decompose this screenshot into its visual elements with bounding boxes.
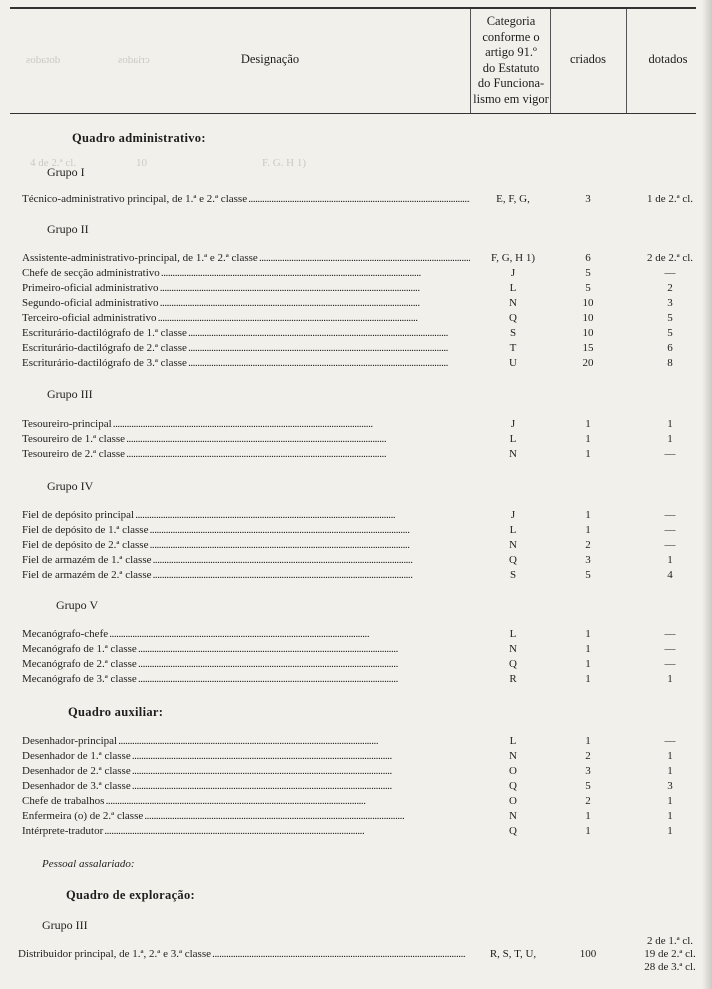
row-designacao: Escriturário-dactilógrafo de 2.ª classe . . .	[22, 341, 470, 356]
row-dotados: 1	[667, 825, 673, 837]
table-row	[0, 809, 712, 824]
row-criados: 5	[585, 267, 591, 279]
table-row	[0, 642, 712, 657]
row-dotados: 3	[667, 297, 673, 309]
column-divider	[626, 9, 627, 113]
row-categoria: U	[509, 357, 517, 369]
row-designacao: Desenhador de 2.ª classe . . .	[22, 764, 470, 779]
table-row	[0, 749, 712, 764]
section-heading-exploracao: Quadro de exploração:	[66, 888, 195, 902]
row-dotados: —	[664, 524, 676, 536]
row-criados: 20	[582, 357, 594, 369]
group-heading: Grupo III	[42, 918, 88, 932]
row-dotados-line: 19 de 2.ª cl.	[644, 948, 696, 960]
row-designacao: Mecanógrafo-chefe . . .	[22, 627, 470, 642]
row-criados: 3	[585, 765, 591, 777]
row-criados: 1	[585, 643, 591, 655]
row-categoria: N	[509, 810, 517, 822]
page-edge-shadow	[702, 0, 712, 989]
header-categoria-line: lismo em vigor	[473, 91, 549, 106]
group-heading: Grupo I	[47, 165, 85, 179]
row-categoria: J	[510, 418, 516, 430]
header-categoria-line: artigo 91.º	[485, 45, 537, 60]
row-dotados: 1	[667, 673, 673, 685]
row-criados: 1	[585, 658, 591, 670]
bleed-through-text: 10	[136, 157, 147, 169]
table-row	[0, 192, 712, 207]
group-heading: Grupo V	[56, 598, 99, 612]
row-criados: 1	[585, 810, 591, 822]
row-criados: 2	[585, 539, 591, 551]
row-categoria: R	[509, 673, 517, 685]
row-categoria: N	[509, 539, 517, 551]
row-categoria: F, G, H 1)	[490, 252, 536, 264]
row-categoria: S	[509, 327, 517, 339]
row-categoria: T	[509, 342, 517, 354]
row-categoria: E, F, G,	[496, 193, 530, 205]
row-categoria: L	[509, 282, 517, 294]
row-criados: 5	[585, 780, 591, 792]
row-designacao: Mecanógrafo de 1.ª classe . . .	[22, 642, 470, 657]
row-designacao: Tesoureiro-principal . . .	[22, 417, 470, 432]
row-criados: 1	[585, 673, 591, 685]
row-designacao: Fiel de armazém de 1.ª classe . . .	[22, 553, 470, 568]
table-row	[0, 779, 712, 794]
row-categoria: N	[509, 448, 517, 460]
row-criados: 5	[585, 282, 591, 294]
row-dotados: 2 de 2.ª cl.	[646, 252, 694, 264]
section-heading-administrativo: Quadro administrativo:	[72, 131, 206, 145]
bleed-through-text: F. G. H 1)	[262, 157, 307, 169]
row-dotados: 3	[667, 780, 673, 792]
row-designacao: Primeiro-oficial administrativo . . .	[22, 281, 470, 296]
group-heading: Grupo III	[47, 387, 93, 401]
row-categoria: N	[509, 297, 517, 309]
row-dotados-line: 28 de 3.ª cl.	[644, 961, 696, 973]
table-row	[0, 326, 712, 341]
row-designacao: Assistente-administrativo-principal, de 1.ª e 2.ª classe . . .	[22, 251, 470, 266]
table-row	[0, 281, 712, 296]
row-designacao: Enfermeira (o) de 2.ª classe . . .	[22, 809, 470, 824]
row-criados: 1	[585, 628, 591, 640]
table-row	[0, 356, 712, 371]
row-categoria: L	[509, 524, 517, 536]
table-row	[0, 568, 712, 583]
row-categoria: J	[510, 509, 516, 521]
row-categoria: N	[509, 750, 517, 762]
row-categoria: L	[509, 433, 517, 445]
table-row	[0, 432, 712, 447]
row-dotados: —	[664, 658, 676, 670]
row-criados: 2	[585, 795, 591, 807]
row-criados: 1	[585, 448, 591, 460]
row-dotados: 5	[667, 312, 673, 324]
row-criados: 10	[582, 297, 594, 309]
row-dotados: —	[664, 509, 676, 521]
row-designacao: Chefe de trabalhos . . .	[22, 794, 470, 809]
row-dotados: 2	[667, 282, 673, 294]
row-designacao: Escriturário-dactilógrafo de 3.ª classe . . .	[22, 356, 470, 371]
table-row	[0, 947, 712, 962]
row-designacao: Chefe de secção administrativo . . .	[22, 266, 470, 281]
row-dotados: 1	[667, 554, 673, 566]
row-criados: 3	[585, 554, 591, 566]
row-designacao: Escriturário-dactilógrafo de 1.ª classe . . .	[22, 326, 470, 341]
table-row	[0, 824, 712, 839]
row-criados: 5	[585, 569, 591, 581]
row-designacao: Desenhador-principal . . .	[22, 734, 470, 749]
row-categoria: Q	[509, 780, 517, 792]
row-dotados: 1	[667, 795, 673, 807]
row-criados: 10	[582, 327, 594, 339]
row-dotados: 1	[667, 418, 673, 430]
table-row	[0, 508, 712, 523]
header-categoria-line: conforme o	[482, 29, 540, 44]
row-designacao: Técnico-administrativo principal, de 1.ª e 2.ª classe . . .	[22, 192, 470, 207]
row-dotados: —	[664, 539, 676, 551]
row-dotados: 4	[667, 569, 673, 581]
row-dotados: —	[664, 643, 676, 655]
row-categoria: O	[509, 765, 517, 777]
row-designacao: Mecanógrafo de 2.ª classe . . .	[22, 657, 470, 672]
row-criados: 15	[582, 342, 594, 354]
table-row	[0, 764, 712, 779]
table-row	[0, 794, 712, 809]
row-categoria: L	[509, 735, 517, 747]
row-categoria: N	[509, 643, 517, 655]
group-heading: Grupo II	[47, 222, 89, 236]
row-criados: 10	[582, 312, 594, 324]
row-criados: 6	[585, 252, 591, 264]
row-designacao: Tesoureiro de 1.ª classe . . .	[22, 432, 470, 447]
section-heading-auxiliar: Quadro auxiliar:	[68, 705, 164, 719]
header-bottom-rule	[10, 113, 696, 114]
row-categoria: S	[509, 569, 517, 581]
row-designacao: Distribuidor principal, de 1.ª, 2.ª e 3.ª classe . . .	[18, 947, 466, 962]
row-categoria: Q	[509, 312, 517, 324]
row-designacao: Fiel de armazém de 2.ª classe . . .	[22, 568, 470, 583]
row-dotados: —	[664, 628, 676, 640]
header-categoria-line: do Funciona-	[477, 76, 545, 91]
table-row	[0, 627, 712, 642]
row-categoria: J	[510, 267, 516, 279]
row-categoria: Q	[509, 554, 517, 566]
header-criados: criados	[569, 52, 607, 66]
row-dotados: 6	[667, 342, 673, 354]
header-categoria	[472, 14, 550, 108]
row-designacao: Fiel de depósito de 1.ª classe . . .	[22, 523, 470, 538]
row-criados: 1	[585, 825, 591, 837]
table-row	[0, 538, 712, 553]
row-designacao: Segundo-oficial administrativo . . .	[22, 296, 470, 311]
row-designacao: Intérprete-tradutor . . .	[22, 824, 470, 839]
row-dotados: —	[664, 448, 676, 460]
row-criados: 1	[585, 418, 591, 430]
row-categoria: O	[509, 795, 517, 807]
row-criados: 2	[585, 750, 591, 762]
row-designacao: Terceiro-oficial administrativo . . .	[22, 311, 470, 326]
row-criados: 1	[585, 509, 591, 521]
row-dotados: 1 de 2.ª cl.	[646, 193, 694, 205]
row-designacao: Desenhador de 3.ª classe . . .	[22, 779, 470, 794]
table-row	[0, 553, 712, 568]
row-categoria: Q	[509, 658, 517, 670]
row-dotados-line: 2 de 1.ª cl.	[646, 935, 694, 947]
row-designacao: Fiel de depósito de 2.ª classe . . .	[22, 538, 470, 553]
bleed-through-text: 4 de 2.ª cl.	[30, 157, 77, 169]
table-row	[0, 296, 712, 311]
table-row	[0, 266, 712, 281]
table-row	[0, 447, 712, 462]
header-categoria-line: do Estatuto	[482, 60, 540, 75]
row-designacao: Mecanógrafo de 3.ª classe . . .	[22, 672, 470, 687]
row-designacao: Desenhador de 1.ª classe . . .	[22, 749, 470, 764]
row-dotados: 1	[667, 433, 673, 445]
subsection-heading-assalariado: Pessoal assalariado:	[42, 858, 135, 870]
row-criados: 100	[579, 948, 597, 960]
row-designacao: Tesoureiro de 2.ª classe . . .	[22, 447, 470, 462]
row-criados: 3	[585, 193, 591, 205]
row-criados: 1	[585, 433, 591, 445]
row-dotados: 1	[667, 810, 673, 822]
row-categoria: Q	[509, 825, 517, 837]
header-dotados: dotados	[648, 52, 688, 66]
row-dotados: 1	[667, 750, 673, 762]
table-row	[0, 734, 712, 749]
header-categoria-line: Categoria	[486, 14, 536, 28]
row-dotados: —	[664, 267, 676, 279]
header-top-rule	[10, 7, 696, 9]
header-designacao: Designação	[240, 52, 300, 66]
group-heading: Grupo IV	[47, 479, 94, 493]
row-categoria: L	[509, 628, 517, 640]
row-dotados: —	[664, 735, 676, 747]
table-row	[0, 417, 712, 432]
bleed-through-text: dotados	[26, 54, 61, 66]
table-row	[0, 523, 712, 538]
table-row	[0, 311, 712, 326]
row-criados: 1	[585, 524, 591, 536]
row-categoria: R, S, T, U,	[489, 948, 537, 960]
row-dotados: 1	[667, 765, 673, 777]
table-row	[0, 341, 712, 356]
table-row	[0, 251, 712, 266]
row-criados: 1	[585, 735, 591, 747]
column-divider	[470, 9, 471, 113]
table-row	[0, 672, 712, 687]
table-row	[0, 657, 712, 672]
bleed-through-text: criados	[118, 54, 150, 66]
column-divider	[550, 9, 551, 113]
row-dotados: 8	[667, 357, 673, 369]
row-designacao: Fiel de depósito principal . . .	[22, 508, 470, 523]
row-dotados: 5	[667, 327, 673, 339]
